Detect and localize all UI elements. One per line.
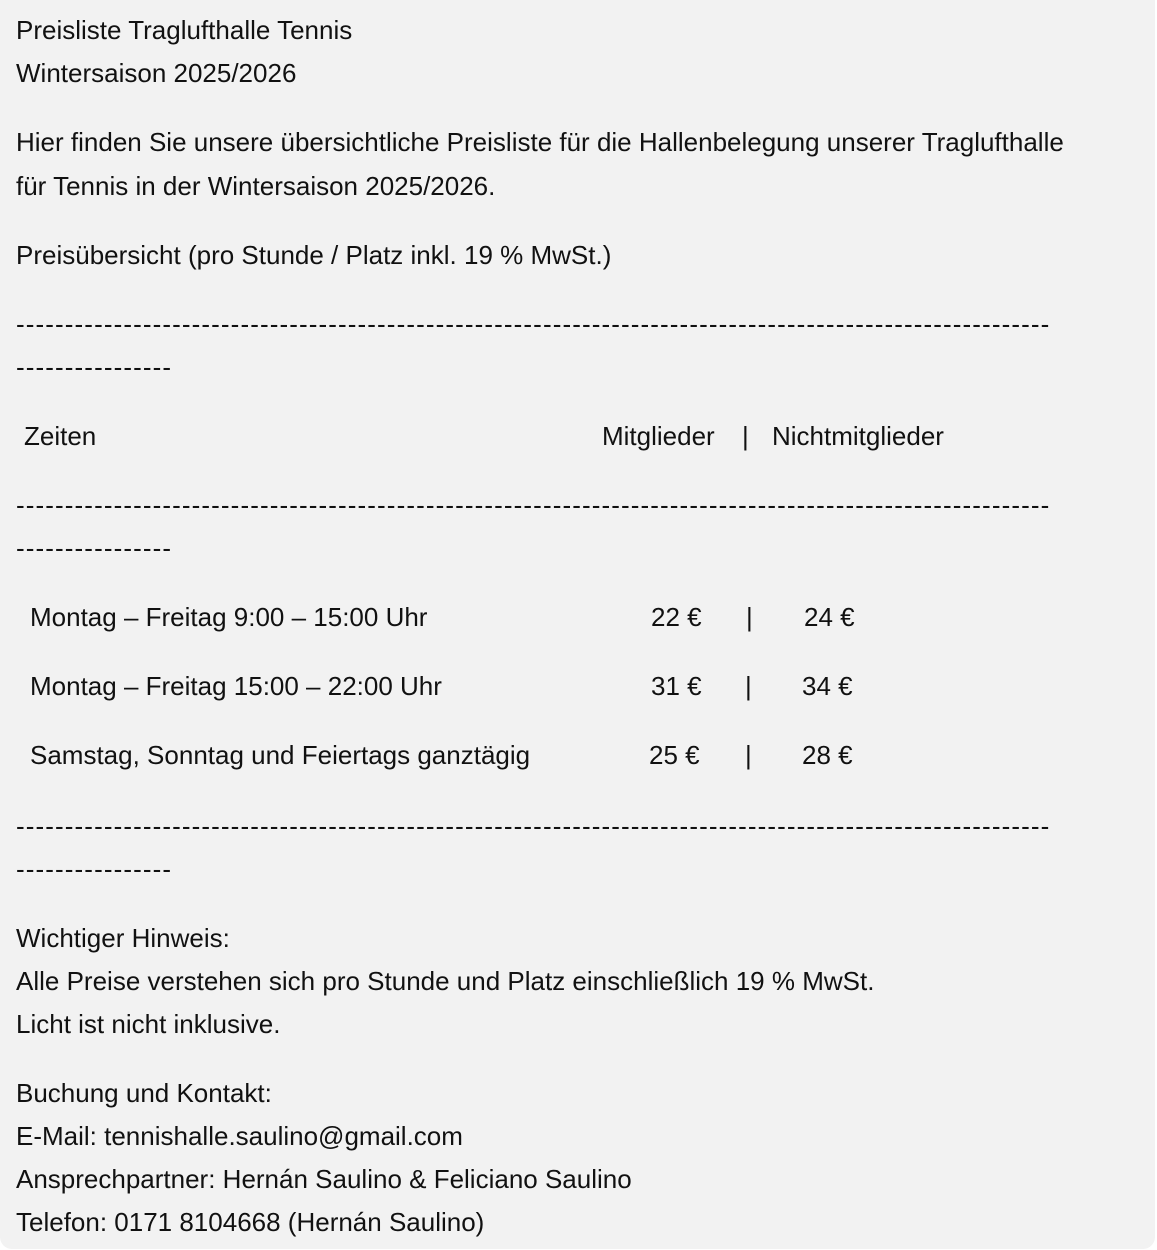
row-time: Montag – Freitag 9:00 – 15:00 Uhr bbox=[30, 602, 428, 632]
contact-heading: Buchung und Kontakt: bbox=[16, 1078, 272, 1108]
row-separator: | bbox=[745, 740, 752, 770]
row-separator: | bbox=[746, 602, 753, 632]
divider-line: ---------------------------------------------------------------------------------------------------------- bbox=[16, 811, 1051, 841]
row-non-member-price: 34 € bbox=[802, 671, 853, 701]
email-link[interactable]: tennishalle.saulino@gmail.com bbox=[104, 1121, 463, 1151]
intro-line-2: für Tennis in der Wintersaison 2025/2026. bbox=[16, 171, 496, 201]
document-title: Preisliste Traglufthalle Tennis bbox=[16, 15, 353, 45]
divider-line-continuation: ---------------- bbox=[16, 352, 173, 382]
phone-line: Telefon: 0171 8104668 (Hernán Saulino) bbox=[16, 1207, 485, 1237]
notice-line: Licht ist nicht inklusive. bbox=[16, 1009, 281, 1039]
row-member-price: 25 € bbox=[649, 740, 700, 770]
divider-line: ---------------------------------------------------------------------------------------------------------- bbox=[16, 309, 1051, 339]
season-subtitle: Wintersaison 2025/2026 bbox=[16, 58, 297, 88]
row-time: Montag – Freitag 15:00 – 22:00 Uhr bbox=[30, 671, 442, 701]
intro-line-1: Hier finden Sie unsere übersichtliche Preisliste für die Hallenbelegung unserer Traglufthalle bbox=[16, 127, 1064, 157]
row-time: Samstag, Sonntag und Feiertags ganztägig bbox=[30, 740, 531, 770]
divider-line-continuation: ---------------- bbox=[16, 533, 173, 563]
row-member-price: 22 € bbox=[651, 602, 702, 632]
divider-line-continuation: ---------------- bbox=[16, 854, 173, 884]
notice-heading: Wichtiger Hinweis: bbox=[16, 923, 230, 953]
row-member-price: 31 € bbox=[651, 671, 702, 701]
header-separator: | bbox=[742, 421, 749, 451]
overview-heading: Preisübersicht (pro Stunde / Platz inkl. 19 % MwSt.) bbox=[16, 240, 612, 270]
email-line bbox=[16, 1115, 463, 1158]
header-non-members: Nichtmitglieder bbox=[772, 421, 944, 451]
header-times: Zeiten bbox=[24, 421, 97, 451]
row-separator: | bbox=[745, 671, 752, 701]
email-label: E-Mail: bbox=[16, 1121, 105, 1151]
notice-line: Alle Preise verstehen sich pro Stunde und Platz einschließlich 19 % MwSt. bbox=[16, 966, 875, 996]
row-non-member-price: 24 € bbox=[804, 602, 855, 632]
contact-person: Ansprechpartner: Hernán Saulino & Feliciano Saulino bbox=[16, 1164, 632, 1194]
header-members: Mitglieder bbox=[602, 421, 715, 451]
divider-line: ---------------------------------------------------------------------------------------------------------- bbox=[16, 490, 1051, 520]
row-non-member-price: 28 € bbox=[802, 740, 853, 770]
